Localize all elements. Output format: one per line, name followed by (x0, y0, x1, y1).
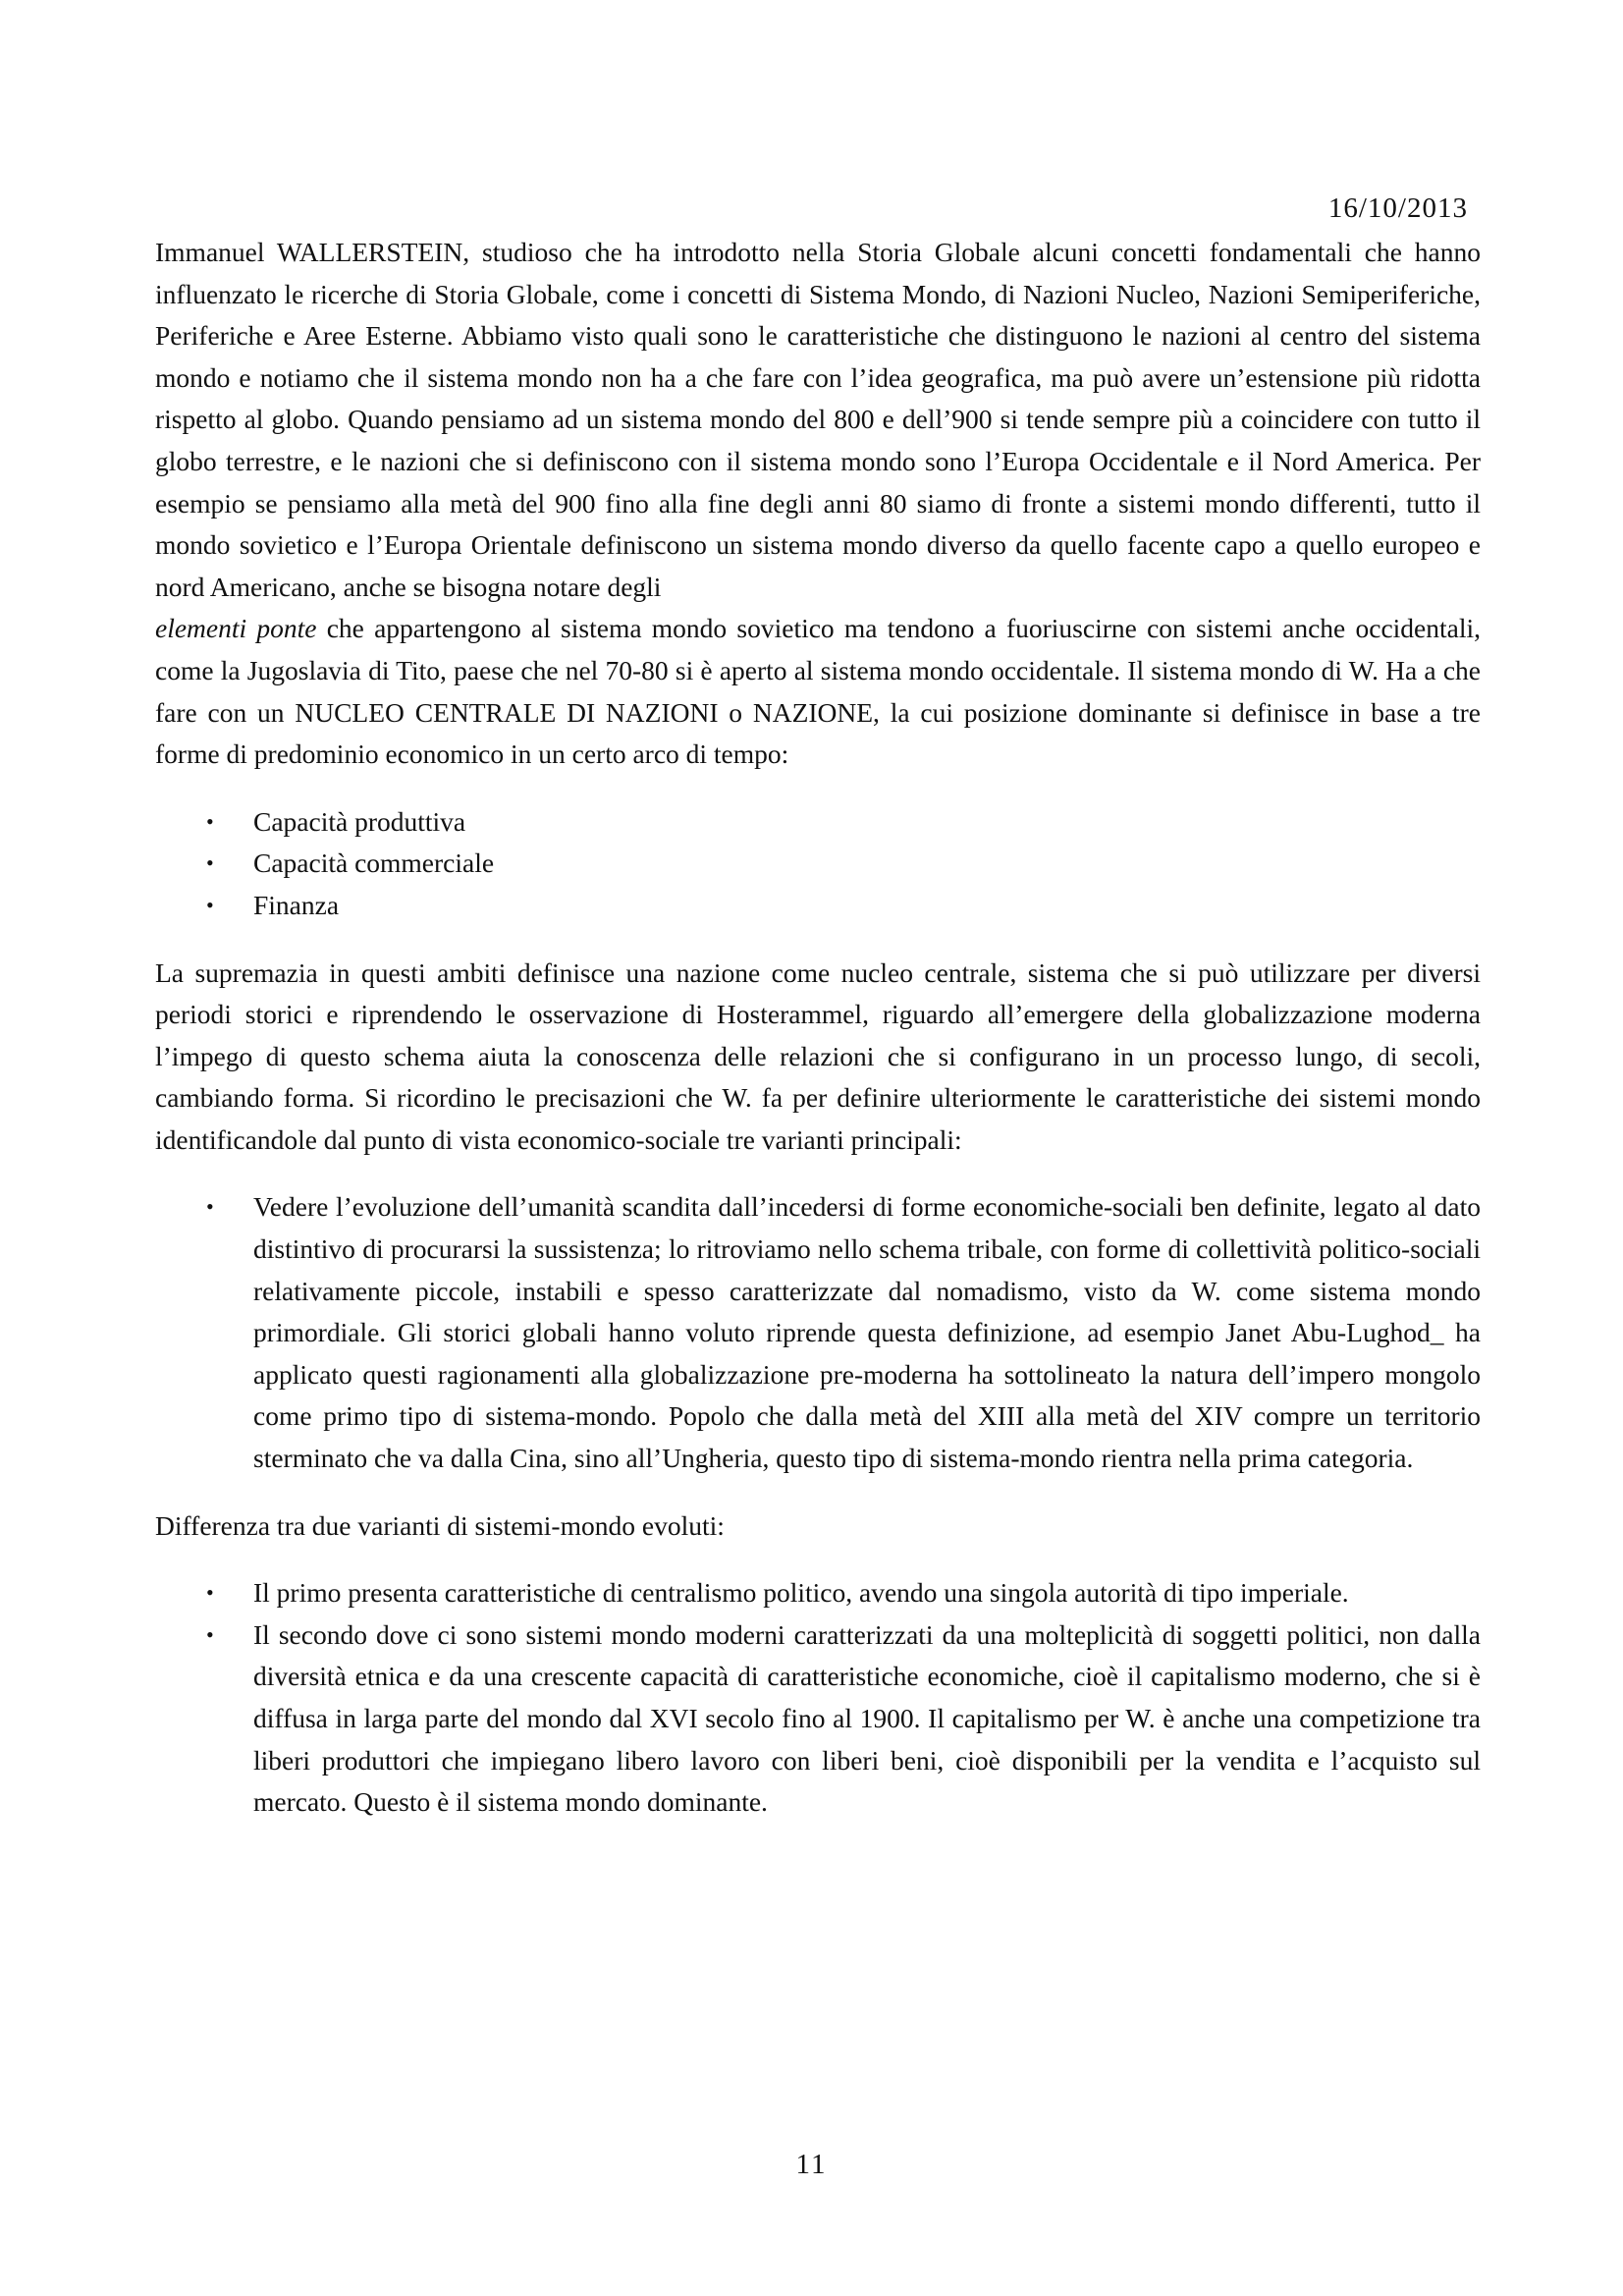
paragraph-text: che appartengono al sistema mondo sovietico ma tendono a fuoriuscirne con sistemi anche occidentali, come la Jugoslavia di Tito, paese che nel 70-80 si è aperto al sistema mondo occidentale. Il sistema mondo di W. Ha a che fare con un NUCLEO CENTRALE DI NAZIONI o NAZIONE, la cui posizione dominante si definisce in base a tre forme di predominio economico in un certo arco di tempo: (155, 613, 1482, 770)
list-item (155, 801, 1481, 844)
header-date: 16/10/2013 (1327, 192, 1468, 224)
list-item-text: Finanza (253, 889, 340, 920)
paragraph-intro (155, 232, 1481, 776)
list-item (155, 1186, 1481, 1479)
bullet-list-capacities (155, 801, 1481, 927)
paragraph-text: Immanuel WALLERSTEIN, studioso che ha introdotto nella Storia Globale alcuni concetti fondamentali che hanno influenzato le ricerche di Storia Globale, come i concetti di Sistema Mondo, di Nazioni Nucleo, Nazioni Semiperiferiche, Periferiche e Aree Esterne. Abbiamo visto quali sono le caratteristiche che distinguono le nazioni al centro del sistema mondo e notiamo che il sistema mondo non ha a che fare con l’idea geografica, ma può avere un’estensione più ridotta rispetto al globo. Quando pensiamo ad un sistema mondo del 800 e dell’900 si tende sempre più a coincidere con tutto il globo terrestre, e le nazioni che si definiscono con il sistema mondo sono l’Europa Occidentale e il Nord America. Per esempio se pensiamo alla metà del 900 fino alla fine degli anni 80 siamo di fronte a sistemi mondo differenti, tutto il mondo sovietico e l’Europa Orientale definiscono un sistema mondo diverso da quello facente capo a quello europeo e nord Americano, anche se bisogna notare degli (155, 237, 1481, 602)
list-item (155, 843, 1481, 885)
page-number: 11 (795, 2149, 828, 2180)
list-item (155, 1572, 1481, 1614)
list-item-text: Capacità commerciale (253, 847, 495, 879)
bullet-icon: • (206, 850, 214, 876)
bullet-list-evolved (155, 1572, 1481, 1824)
paragraph-difference: Differenza tra due varianti di sistemi-mondo evoluti: (155, 1509, 725, 1541)
bullet-list-variants (155, 1186, 1481, 1479)
page-body (155, 232, 1481, 1824)
bullet-icon: • (206, 892, 214, 917)
bullet-icon: • (206, 1580, 214, 1606)
bullet-icon: • (206, 808, 214, 834)
list-item (155, 1614, 1481, 1824)
paragraph-supremacy: La supremazia in questi ambiti definisce una nazione come nucleo centrale, sistema che si può utilizzare per diversi periodi storici e riprendendo le osservazione di Hosterammel, riguardo all’emergere della globalizzazione moderna l’impego di questo schema aiuta la conoscenza delle relazioni che si configurano in un processo lungo, di secoli, cambiando forma. Si ricordino le precisazioni che W. fa per definire ulteriormente le caratteristiche dei sistemi mondo identificandole dal punto di vista economico-sociale tre varianti principali: (155, 957, 1481, 1155)
list-item-text: Capacità produttiva (253, 805, 466, 837)
list-item (155, 885, 1481, 927)
list-item-text: Vedere l’evoluzione dell’umanità scandita dall’incedersi di forme economiche-sociali ben definite, legato al dato distintivo di procurarsi la sussistenza; lo ritroviamo nello schema tribale, con forme di collettività politico-sociali relativamente piccole, instabili e spesso caratterizzate dal nomadismo, visto da W. come sistema mondo primordiale. Gli storici globali hanno voluto riprende questa definizione, ad esempio Janet Abu-Lughod_ ha applicato questi ragionamenti alla globalizzazione pre-moderna ha sottolineato la natura dell’impero mongolo come primo tipo di sistema-mondo. Popolo che dalla metà del XIII alla metà del XIV compre un territorio sterminato che va dalla Cina, sino all’Ungheria, questo tipo di sistema-mondo rientra nella prima categoria. (253, 1191, 1481, 1474)
bullet-icon: • (206, 1194, 214, 1220)
bullet-icon: • (206, 1621, 214, 1647)
list-item-text: Il secondo dove ci sono sistemi mondo moderni caratterizzati da una molteplicità di soggetti politici, non dalla diversità etnica e da una crescente capacità di caratteristiche economiche, cioè il capitalismo moderno, che si è diffusa in larga parte del mondo dal XVI secolo fino al 1900. Il capitalismo per W. è anche una competizione tra liberi produttori che impiegano libero lavoro con liberi beni, cioè disponibili per la vendita e l’acquisto sul mercato. Questo è il sistema mondo dominante. (253, 1618, 1481, 1818)
list-item-text: Il primo presenta caratteristiche di centralismo politico, avendo una singola autorità di tipo imperiale. (253, 1577, 1349, 1609)
emphasis-text: elementi ponte (155, 613, 317, 644)
